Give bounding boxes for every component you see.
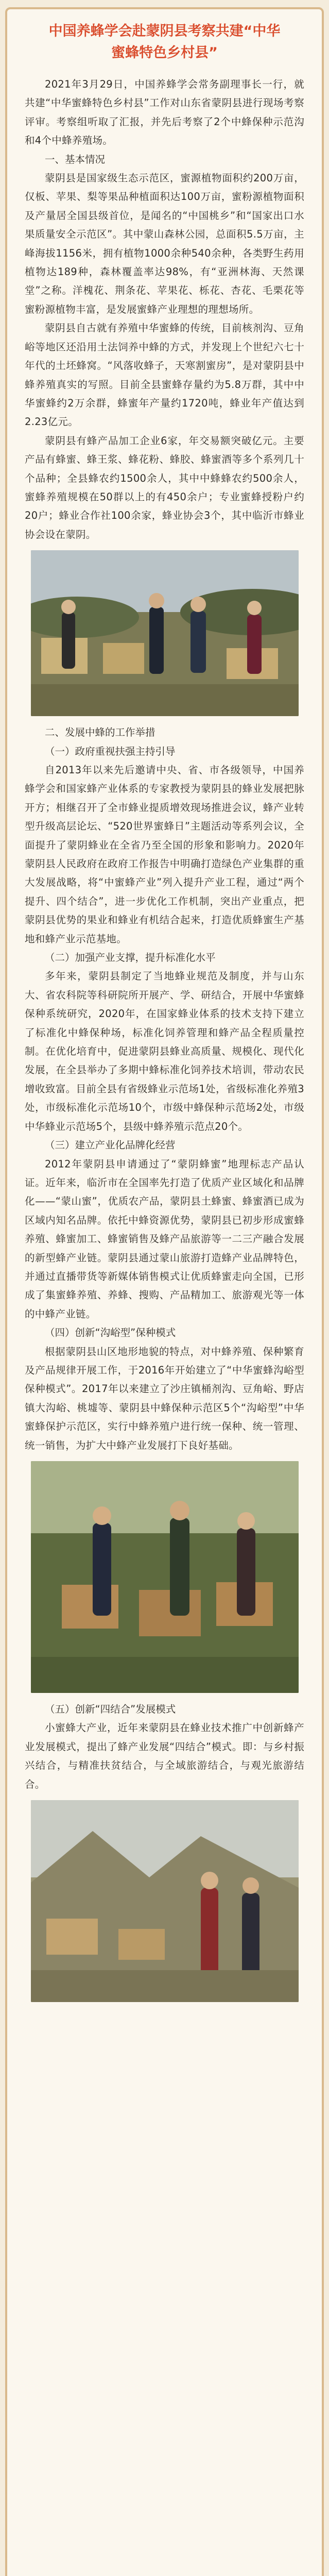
- section-1-paragraph-3: 蒙阴县有蜂产品加工企业6家，年交易额突破亿元。主要产品有蜂蜜、蜂王浆、蜂花粉、蜂胶、蜂蜜酒等多个系列几十个品种；全县蜂农约1500余人，其中中蜂蜂农约500余人，蜜蜂养殖规模在50群以上的有450余户；专业蜜蜂授粉户约20户；蜂业合作社100余家，蜂业协会3个，其中临沂市蜂业协会设在蒙阴。: [25, 434, 304, 540]
- section-2-sub-2: （二）加强产业支撑，提升标准化水平: [45, 952, 216, 964]
- hive-inspection-image: [31, 1461, 299, 1693]
- photo-mountain-apiary: [31, 1800, 299, 2002]
- photo-beekeepers-meeting: [31, 550, 299, 716]
- section-1-paragraph-2: 蒙阴县自古就有养殖中华蜜蜂的传统，目前核剂沟、豆角峪等地区还沿用土法饲养中蜂的方式，并发现上个世纪六七十年代的土坯蜂窝。“风落收蜂子，天寒割蜜房”，是对蒙阴县中蜂养殖真实的写照。目前全县蜜蜂存量约为5.8万群，其中中华蜜蜂约2万余群，蜂蜜年产量约1720吨，蜂业年产值达到2.23亿元。: [25, 322, 304, 428]
- section-2-paragraph-4: 根据蒙阴县山区地形地貌的特点，对中蜂养殖、保种繁育及产品规律开展工作，于2016年开始建立了“中华蜜蜂沟峪型保种模式”。2017年以来建立了沙庄镇桶剂沟、豆角峪、野店镇大沟峪、桃墟等、蒙阴县中蜂保种示范区5个“沟峪型”中华蜜蜂保护示范区，实行中蜂养殖户进行统一保种、统一管理、统一销售，为扩大中蜂产业发展打下良好基础。: [25, 1345, 304, 1451]
- section-2-sub-5: （五）创新“四结合”发展模式: [45, 1703, 176, 1715]
- section-2-sub-3: （三）建立产业化品牌化经营: [45, 1139, 176, 1151]
- section-2-sub-4: （四）创新“沟峪型”保种模式: [45, 1327, 176, 1339]
- section-2-paragraph-2: 多年来，蒙阴县制定了当地蜂业规范及制度，并与山东大、省农科院等科研院所开展产、学、研结合，开展中华蜜蜂保种系统研究，2020年，在国家蜂业体系的技术支持下建立了标准化中蜂保种场，标准化饲养管理和蜂产品全程质量控制。在优化培育中，促进蒙阴县蜂业高质量、规模化、现代化发展，在全县举办了多期中蜂标准化饲养技术培训，带动农民增收致富。目前全县有省级蜂业示范场1处，省级标准化养殖3处，市级标准化示范场10个，市级中蜂保种示范场2处，市级中华蜂业示范场5个，县级中蜂养殖示范点20个。: [25, 970, 304, 1132]
- mountain-apiary-image: [31, 1800, 299, 2002]
- section-2-paragraph-3: 2012年蒙阴县申请通过了“蒙阴蜂蜜”地理标志产品认证。近年来，临沂市在全国率先打造了优质产业区域化和品牌化——“蒙山蜜”，优质农产品，蒙阴县土蜂蜜、蜂蜜酒已成为区域内知名品牌。依托中蜂资源优势，蒙阴县已初步形成蜜蜂养殖、蜂蜜加工、蜂蜜销售及蜂产品旅游等一二三产融合发展的新型蜂产业链。蒙阴县通过蒙山旅游打造蜂产业品牌特色，并通过直播带货等新媒体销售模式让优质蜂蜜走向全国，已形成了集蜜蜂养殖、养蜂、搜购、产品精加工、旅游观光等一体的中蜂产业链。: [25, 1158, 304, 1320]
- article-title: [25, 21, 304, 64]
- beekeepers-meeting-image: [31, 550, 299, 716]
- photo-hive-inspection: [31, 1461, 299, 1693]
- section-2-paragraph-5: 小蜜蜂大产业，近年来蒙阴县在蜂业技术推广中创新蜂产业发展模式，提出了蜂产业发展“四结合”模式。即：与乡村振兴结合，与精准扶贫结合，与全域旅游结合，与观光旅游结合。: [25, 1722, 304, 1790]
- section-2-paragraph-1: 自2013年以来先后邀请中央、省、市各级领导，中国养蜂学会和国家蜂产业体系的专家教授为蒙阴县的蜂业发展把脉开方；相继召开了全市蜂业提质增效现场推进会议，蜂产业转型升级高层论坛、“520世界蜜蜂日”主题活动等系列会议，全面提升了蒙阴蜂业在全省乃至全国的形象和影响力。2020年蒙阴县人民政府在政府工作报告中明确打造绿色产业集群的重大发展战略，将“中蜜蜂产业”列入提升产业工程，通过“两个提升、四个结合”，进一步优化工作机制，突出产业重点，把蒙阴县优势的果业和蜂业有机结合起来，打造优质蜂蜜生产基地和蜂产业示范基地。: [25, 764, 304, 945]
- intro-paragraph: 2021年3月29日，中国养蜂学会常务副理事长一行，就共建“中华蜜蜂特色乡村县”工作对山东省蒙阴县进行现场考察评审。考察组听取了汇报，并先后考察了2个中蜂保种示范沟和4个中蜂养殖场。: [25, 78, 304, 147]
- title-line-2: 蜜蜂特色乡村县”: [111, 45, 218, 61]
- section-2-heading: 二、发展中蜂的工作举措: [45, 726, 155, 739]
- article-frame: [5, 7, 324, 2576]
- title-line-1: 中国养蜂学会赴蒙阴县考察共建“中华: [48, 23, 281, 39]
- section-2-sub-1: （一）政府重视扶强主持引导: [45, 745, 176, 757]
- section-1-heading: 一、基本情况: [45, 153, 106, 165]
- section-1-paragraph-1: 蒙阴县是国家级生态示范区，蜜源植物面积约200万亩，仅板、苹果、梨等果品种植面积达100万亩，蜜粉源植物面积及产量居全国县级首位，是闻名的“中国桃乡”和“国家出口水果质量安全示范区”。其中蒙山森林公园，总面积5.5万亩，主峰海拔1156米，拥有植物1000余种540余种，各类野生药用植物达189种，森林覆盖率达98%，有“亚洲林海、天然课堂”之称。洋槐花、荆条花、苹果花、栎花、杏花、毛栗花等蜜粉源植物丰富，是发展蜜蜂产业理想的理想场所。: [25, 172, 304, 315]
